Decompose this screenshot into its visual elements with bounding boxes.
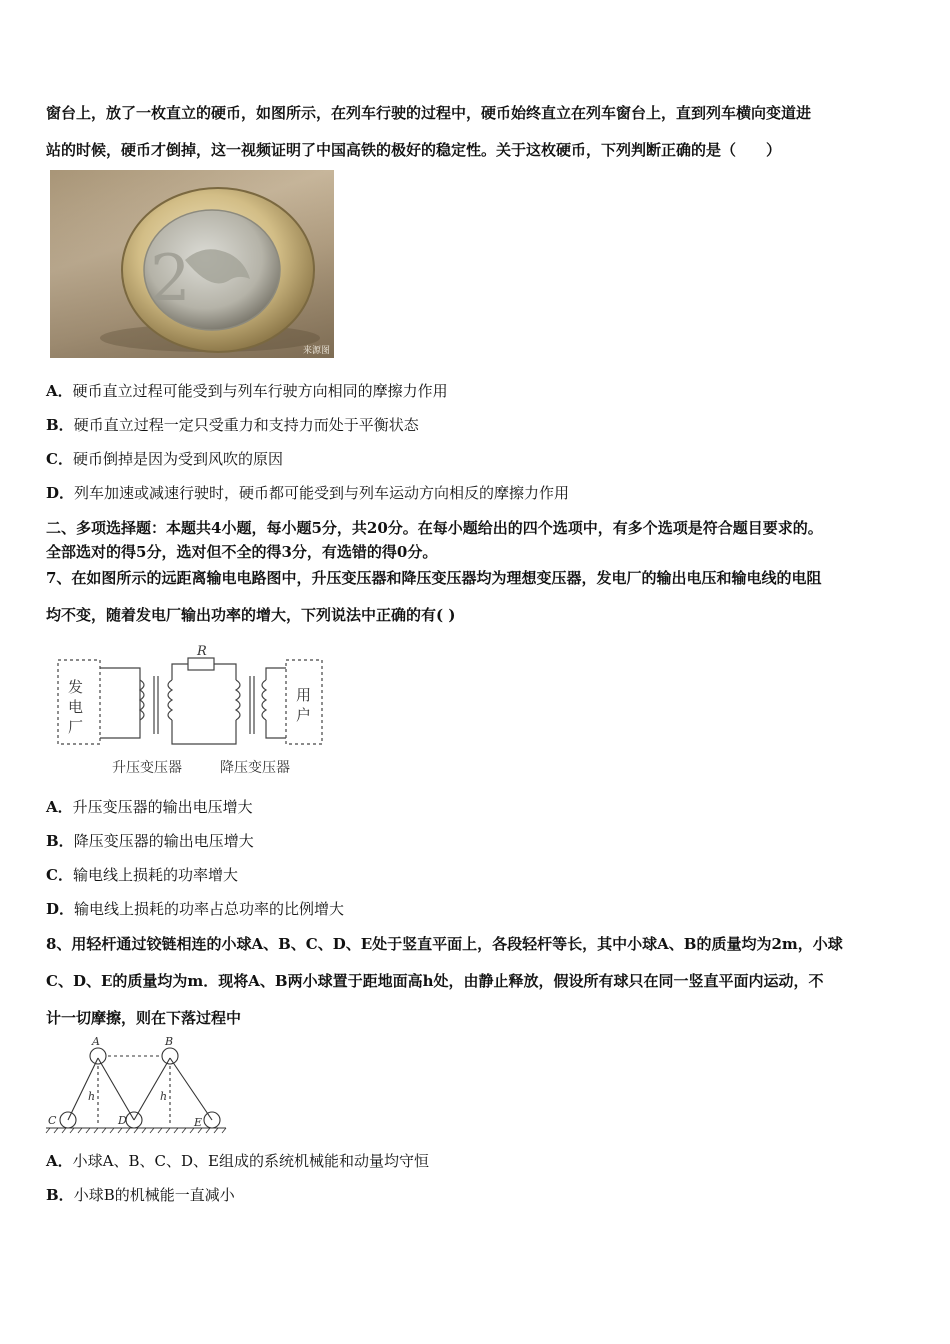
transmission-diagram <box>52 640 332 780</box>
q8-option-a <box>46 1151 429 1171</box>
q8-line-3: 计一切摩擦，则在下落过程中 <box>46 1009 242 1027</box>
option-text: 输电线上损耗的功率增大 <box>72 866 238 884</box>
q7-option-c <box>46 865 238 885</box>
ball-b <box>162 1048 178 1064</box>
option-text: 输电线上损耗的功率占总功率的比例增大 <box>74 900 345 918</box>
step-up-label: 升压变压器 <box>112 760 182 776</box>
q6-option-d <box>46 483 569 503</box>
q8-line-1: 8、用轻杆通过铰链相连的小球A、B、C、D、E处于竖直平面上，各段轻杆等长，其中小球A、B的质量均为2m，小球 <box>46 935 843 953</box>
plant-char-3: 厂 <box>68 718 84 736</box>
option-text: 升压变压器的输出电压增大 <box>72 798 253 816</box>
q8-option-b <box>46 1185 235 1205</box>
ball-a <box>90 1048 106 1064</box>
option-label: D． <box>46 900 75 918</box>
resistor-label: R <box>197 644 207 659</box>
option-label: A． <box>46 798 73 816</box>
label-e: E <box>194 1116 203 1129</box>
q7-option-b <box>46 831 254 851</box>
q7-line-1: 7、在如图所示的远距离输电电路图中，升压变压器和降压变压器均为理想变压器，发电厂的输出电压和输电线的电阻 <box>46 569 822 587</box>
step-down-label: 降压变压器 <box>220 760 290 776</box>
q7-line-2: 均不变，随着发电厂输出功率的增大，下列说法中正确的有( ) <box>46 606 456 624</box>
option-text: 小球A、B、C、D、E组成的系统机械能和动量均守恒 <box>72 1152 429 1170</box>
option-label: C． <box>46 450 73 468</box>
q6-line-2: 站的时候，硬币才倒掉，这一视频证明了中国高铁的极好的稳定性。关于这枚硬币，下列判断正确的是（ ） <box>46 141 782 159</box>
hinged-balls-diagram <box>44 1036 228 1136</box>
user-char-2: 户 <box>296 706 312 724</box>
option-text: 硬币直立过程一定只受重力和支持力而处于平衡状态 <box>73 416 419 434</box>
option-label: D． <box>46 484 75 502</box>
plant-char-2: 电 <box>68 698 84 716</box>
section2-line-1: 二、多项选择题：本题共4小题，每小题5分，共20分。在每小题给出的四个选项中，有多个选项是符合题目要求的。 <box>46 519 823 537</box>
option-label: A． <box>46 382 73 400</box>
photo-caption: 来源图 <box>302 346 330 356</box>
option-label: B． <box>46 416 74 434</box>
option-label: B． <box>46 832 74 850</box>
svg-text:2: 2 <box>150 242 191 316</box>
option-label: B． <box>46 1186 74 1204</box>
section2-line-2: 全部选对的得5分，选对但不全的得3分，有选错的得0分。 <box>46 543 438 561</box>
option-text: 硬币直立过程可能受到与列车行驶方向相同的摩擦力作用 <box>72 382 448 400</box>
option-text: 降压变压器的输出电压增大 <box>73 832 254 850</box>
label-d: D <box>118 1114 127 1127</box>
q7-option-d <box>46 899 344 919</box>
label-h2: h <box>160 1090 168 1103</box>
q7-option-a <box>46 797 253 817</box>
q8-line-2: C、D、E的质量均为m．现将A、B两小球置于距地面高h处，由静止释放，假设所有球只在同一竖直平面内运动，不 <box>46 972 824 990</box>
coin-photo <box>50 170 334 358</box>
label-h1: h <box>88 1090 96 1103</box>
plant-char-1: 发 <box>68 678 84 696</box>
q6-option-b <box>46 415 419 435</box>
label-c: C <box>48 1114 57 1127</box>
option-label: A． <box>46 1152 73 1170</box>
label-a: A <box>92 1036 100 1048</box>
option-text: 小球B的机械能一直减小 <box>73 1186 235 1204</box>
label-b: B <box>165 1036 174 1048</box>
resistor-r <box>188 658 214 670</box>
q6-line-1: 窗台上，放了一枚直立的硬币，如图所示，在列车行驶的过程中，硬币始终直立在列车窗台上，直到列车横向变道进 <box>46 104 812 122</box>
option-text: 硬币倒掉是因为受到风吹的原因 <box>72 450 283 468</box>
user-char-1: 用 <box>296 686 312 704</box>
option-text: 列车加速或减速行驶时，硬币都可能受到与列车运动方向相反的摩擦力作用 <box>74 484 570 502</box>
q6-option-c <box>46 449 283 469</box>
q6-option-a <box>46 381 448 401</box>
coin-image <box>50 170 334 358</box>
option-label: C． <box>46 866 73 884</box>
